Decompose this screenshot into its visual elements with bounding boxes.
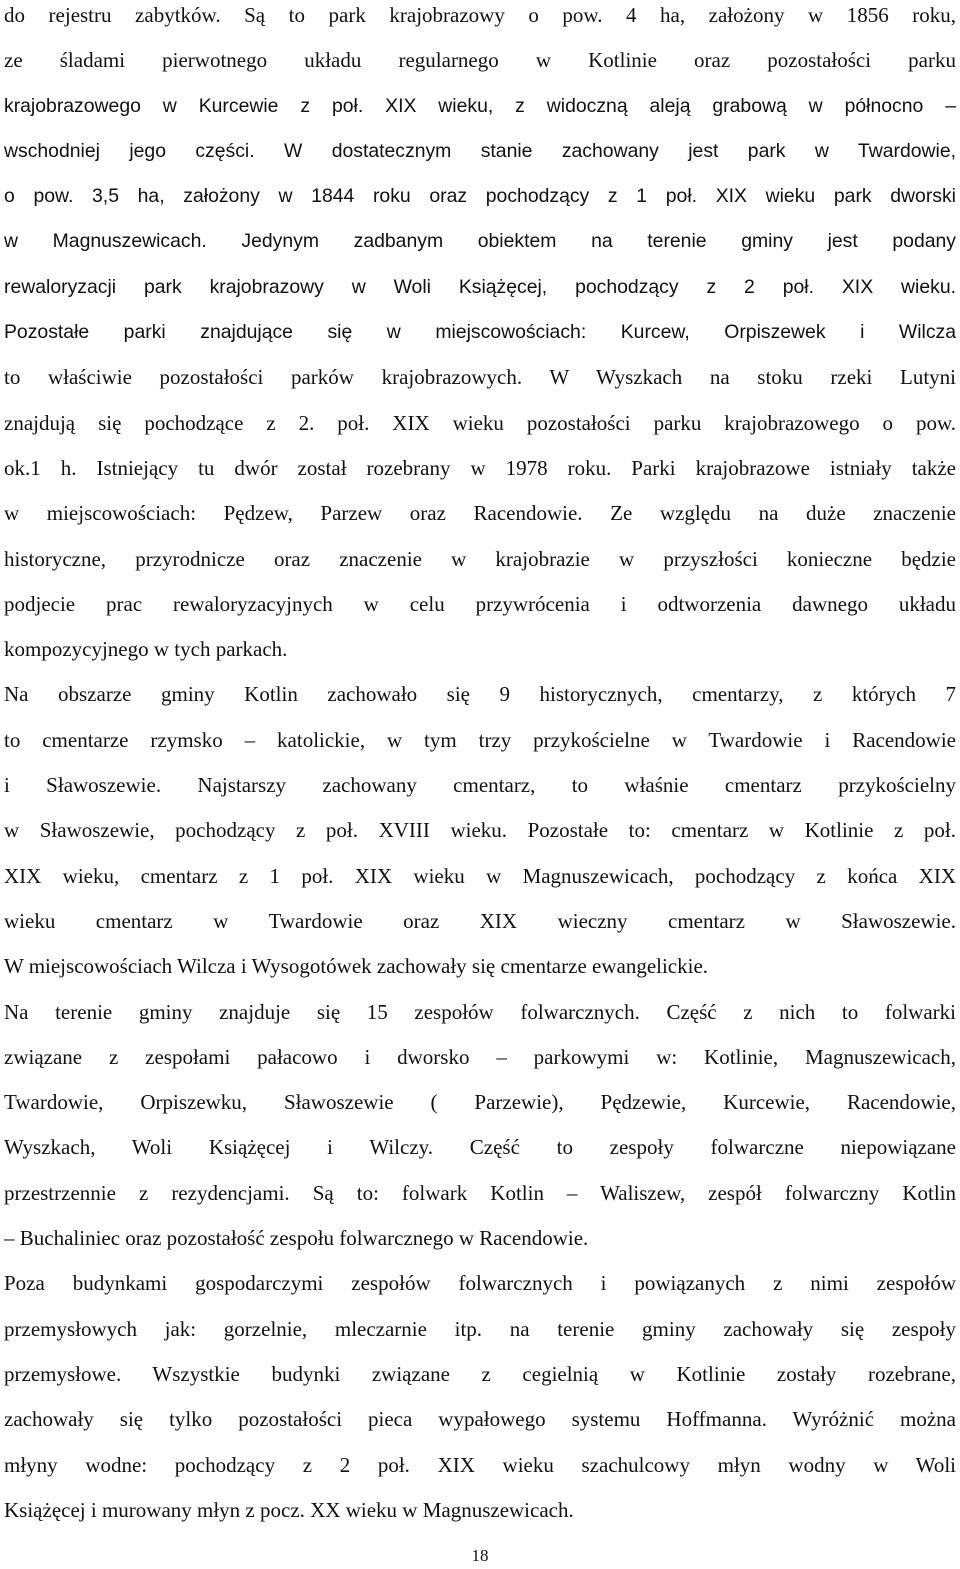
text-line: zachowały się tylko pozostałości pieca wypałowego systemu Hoffmanna. Wyróżnić można: [4, 1407, 956, 1432]
text-line: podjecie prac rewaloryzacyjnych w celu przywrócenia i odtworzenia dawnego układu: [4, 591, 956, 616]
text-line: i Sławoszewie. Najstarszy zachowany cmentarz, to właśnie cmentarz przykościelny: [4, 773, 956, 798]
text-line: ok.1 h. Istniejący tu dwór został rozebrany w 1978 roku. Parki krajobrazowe istniały także: [4, 455, 956, 480]
text-line: rewaloryzacji park krajobrazowy w Woli Książęcej, pochodzący z 2 poł. XIX wieku.: [4, 275, 956, 298]
text-line: w Sławoszewie, pochodzący z poł. XVIII wieku. Pozostałe to: cmentarz w Kotlinie z poł.: [4, 818, 956, 843]
text-line: Pozostałe parki znajdujące się w miejscowościach: Kurcew, Orpiszewek i Wilcza: [4, 321, 956, 344]
text-line: W miejscowościach Wilcza i Wysogotówek zachowały się cmentarze ewangelickie.: [4, 954, 709, 979]
text-line: kompozycyjnego w tych parkach.: [4, 637, 288, 662]
text-line: historyczne, przyrodnicze oraz znaczenie w krajobrazie w przyszłości konieczne będzie: [4, 546, 956, 571]
text-line: Wyszkach, Woli Książęcej i Wilczy. Część to zespoły folwarczne niepowiązane: [4, 1135, 956, 1160]
text-line: krajobrazowego w Kurcewie z poł. XIX wieku, z widoczną aleją grabową w północno –: [4, 94, 956, 117]
text-line: to właściwie pozostałości parków krajobrazowych. W Wyszkach na stoku rzeki Lutyni: [4, 365, 956, 390]
text-line: wieku cmentarz w Twardowie oraz XIX wieczny cmentarz w Sławoszewie.: [4, 908, 956, 933]
text-line: przemysłowych jak: gorzelnie, mleczarnie itp. na terenie gminy zachowały się zespoły: [4, 1316, 956, 1341]
text-line: w Magnuszewicach. Jedynym zadbanym obiektem na terenie gminy jest podany: [4, 230, 956, 253]
text-line: przemysłowe. Wszystkie budynki związane z cegielnią w Kotlinie zostały rozebrane,: [4, 1361, 956, 1386]
text-line: o pow. 3,5 ha, założony w 1844 roku oraz pochodzący z 1 poł. XIX wieku park dworski: [4, 185, 956, 208]
text-line: do rejestru zabytków. Są to park krajobrazowy o pow. 4 ha, założony w 1856 roku,: [4, 3, 956, 27]
text-line: Na obszarze gminy Kotlin zachowało się 9 historycznych, cmentarzy, z których 7: [4, 682, 956, 707]
text-line: Książęcej i murowany młyn z pocz. XX wieku w Magnuszewicach.: [4, 1497, 574, 1522]
text-line: ze śladami pierwotnego układu regularnego w Kotlinie oraz pozostałości parku: [4, 48, 956, 73]
text-line: związane z zespołami pałacowo i dworsko – parkowymi w: Kotlinie, Magnuszewicach,: [4, 1044, 956, 1069]
text-line: Poza budynkami gospodarczymi zespołów folwarcznych i powiązanych z nimi zespołów: [4, 1271, 956, 1296]
document-page: [4, 0, 956, 1569]
text-line: wschodniej jego części. W dostatecznym stanie zachowany jest park w Twardowie,: [4, 139, 956, 162]
text-line: młyny wodne: pochodzący z 2 poł. XIX wieku szachulcowy młyn wodny w Woli: [4, 1452, 956, 1477]
text-line: znajdują się pochodzące z 2. poł. XIX wieku pozostałości parku krajobrazowego o pow.: [4, 410, 956, 435]
text-line: Na terenie gminy znajduje się 15 zespołów folwarcznych. Część z nich to folwarki: [4, 999, 956, 1024]
body-text: [4, 0, 956, 1533]
text-line: XIX wieku, cmentarz z 1 poł. XIX wieku w Magnuszewicach, pochodzący z końca XIX: [4, 863, 956, 888]
text-line: Twardowie, Orpiszewku, Sławoszewie ( Parzewie), Pędzewie, Kurcewie, Racendowie,: [4, 1090, 956, 1115]
text-line: to cmentarze rzymsko – katolickie, w tym trzy przykościelne w Twardowie i Racendowie: [4, 727, 956, 752]
text-line: w miejscowościach: Pędzew, Parzew oraz Racendowie. Ze względu na duże znaczenie: [4, 501, 956, 526]
text-line: przestrzennie z rezydencjami. Są to: folwark Kotlin – Waliszew, zespół folwarczny Kotlin: [4, 1180, 956, 1205]
text-line: – Buchaliniec oraz pozostałość zespołu folwarcznego w Racendowie.: [4, 1226, 589, 1251]
page-number: 18: [471, 1546, 489, 1565]
